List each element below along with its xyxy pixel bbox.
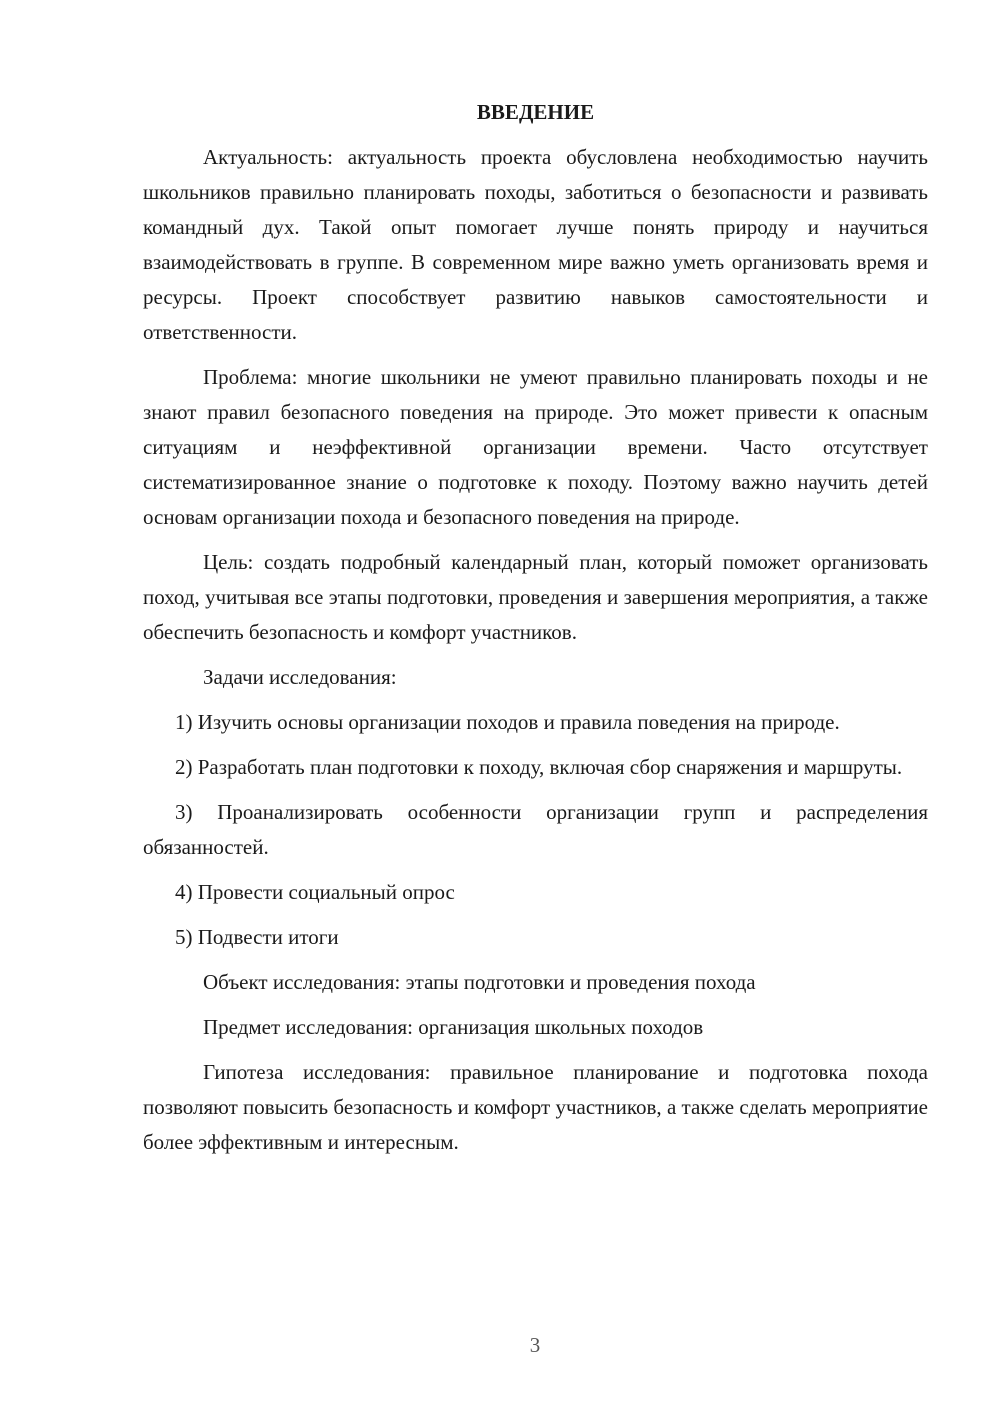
task-item-5: 5) Подвести итоги bbox=[175, 925, 339, 949]
document-page bbox=[143, 95, 928, 1160]
subject-paragraph: Предмет исследования: организация школьных походов bbox=[203, 1015, 704, 1039]
object-paragraph: Объект исследования: этапы подготовки и проведения похода bbox=[203, 970, 756, 994]
task-item-2: 2) Разработать план подготовки к походу, включая сбор снаряжения и маршруты. bbox=[175, 755, 903, 779]
task-item-1: 1) Изучить основы организации походов и правила поведения на природе. bbox=[175, 710, 840, 734]
goal-paragraph: Цель: создать подробный календарный план, который поможет организовать поход, учитывая все этапы подготовки, проведения и завершения мероприятия, а также обеспечить безопасность и комфорт участников. bbox=[143, 550, 928, 644]
tasks-heading: Задачи исследования: bbox=[203, 665, 397, 689]
problem-paragraph: Проблема: многие школьники не умеют правильно планировать походы и не знают правил безопасного поведения на природе. Это может привести к опасным ситуациям и неэффективной организации времени. Часто отсутствует систематизированное знание о подготовке к походу. Поэтому важно научить детей основам организации похода и безопасного поведения на природе. bbox=[143, 365, 928, 529]
relevance-paragraph: Актуальность: актуальность проекта обусловлена необходимостью научить школьников правильно планировать походы, заботиться о безопасности и развивать командный дух. Такой опыт помогает лучше понять природу и научиться взаимодействовать в группе. В современном мире важно уметь организовать время и ресурсы. Проект способствует развитию навыков самостоятельности и ответственности. bbox=[143, 145, 928, 344]
task-item-4: 4) Провести социальный опрос bbox=[175, 880, 455, 904]
task-item-3: 3) Проанализировать особенности организации групп и распределения обязанностей. bbox=[143, 800, 928, 859]
page-number: 3 bbox=[529, 1333, 541, 1357]
section-title: ВВЕДЕНИЕ bbox=[476, 100, 595, 124]
hypothesis-paragraph: Гипотеза исследования: правильное планирование и подготовка похода позволяют повысить безопасность и комфорт участников, а также сделать мероприятие более эффективным и интересным. bbox=[143, 1060, 928, 1154]
